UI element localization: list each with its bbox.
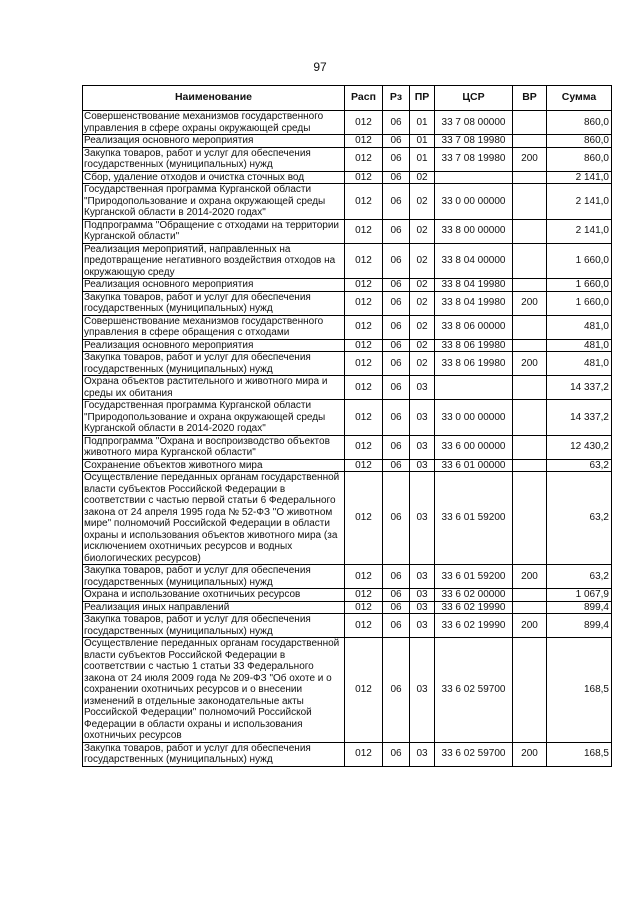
cell-csr: 33 8 04 19980 [435, 279, 513, 292]
cell-vr [513, 601, 547, 614]
table-row [83, 279, 612, 292]
cell-sum: 168,5 [547, 638, 612, 743]
cell-pr: 01 [410, 135, 435, 148]
cell-sum: 168,5 [547, 742, 612, 766]
cell-pr: 03 [410, 565, 435, 589]
cell-rasp: 012 [345, 614, 383, 638]
cell-vr [513, 400, 547, 436]
table-row [83, 435, 612, 459]
cell-name: Реализация основного мероприятия [83, 339, 345, 352]
table-row [83, 601, 612, 614]
header-rz: Рз [383, 86, 410, 111]
cell-sum: 63,2 [547, 459, 612, 472]
header-vr: ВР [513, 86, 547, 111]
cell-rz: 06 [383, 400, 410, 436]
cell-pr: 02 [410, 279, 435, 292]
table-row [83, 315, 612, 339]
cell-csr: 33 8 06 19980 [435, 352, 513, 376]
budget-table [82, 85, 612, 767]
cell-rasp: 012 [345, 279, 383, 292]
cell-csr: 33 8 00 00000 [435, 219, 513, 243]
cell-vr [513, 243, 547, 279]
cell-vr [513, 638, 547, 743]
cell-csr [435, 171, 513, 184]
cell-rz: 06 [383, 135, 410, 148]
cell-csr: 33 0 00 00000 [435, 184, 513, 220]
cell-rz: 06 [383, 111, 410, 135]
cell-rasp: 012 [345, 339, 383, 352]
header-rasp: Расп [345, 86, 383, 111]
cell-sum: 2 141,0 [547, 219, 612, 243]
cell-csr [435, 376, 513, 400]
cell-rz: 06 [383, 279, 410, 292]
cell-csr: 33 6 00 00000 [435, 435, 513, 459]
cell-name: Осуществление переданных органам государственной власти субъектов Российской Федерации в соответствии с частью 1 статьи 33 Федерального закона от 24 июля 2009 года № 209-ФЗ "Об охоте и о сохранении охотничьих ресурсов и о внесении изменений в отдельные законодательные акты Российской Федерации" полномочий Российской Федерации в области охраны и использования охотничьих ресурсов [83, 638, 345, 743]
cell-pr: 03 [410, 472, 435, 565]
cell-vr [513, 459, 547, 472]
cell-csr: 33 7 08 19980 [435, 135, 513, 148]
cell-vr [513, 472, 547, 565]
cell-sum: 1 660,0 [547, 291, 612, 315]
cell-rasp: 012 [345, 219, 383, 243]
cell-rasp: 012 [345, 352, 383, 376]
cell-vr: 200 [513, 565, 547, 589]
cell-pr: 02 [410, 184, 435, 220]
cell-csr: 33 8 06 00000 [435, 315, 513, 339]
cell-vr [513, 589, 547, 602]
cell-rasp: 012 [345, 589, 383, 602]
cell-pr: 03 [410, 638, 435, 743]
table-row [83, 400, 612, 436]
cell-csr: 33 0 00 00000 [435, 400, 513, 436]
cell-rz: 06 [383, 614, 410, 638]
cell-sum: 2 141,0 [547, 171, 612, 184]
cell-rasp: 012 [345, 435, 383, 459]
cell-rasp: 012 [345, 472, 383, 565]
cell-csr: 33 8 04 19980 [435, 291, 513, 315]
cell-pr: 02 [410, 219, 435, 243]
cell-pr: 01 [410, 111, 435, 135]
cell-name: Закупка товаров, работ и услуг для обеспечения государственных (муниципальных) нужд [83, 614, 345, 638]
cell-pr: 03 [410, 435, 435, 459]
cell-name: Сохранение объектов животного мира [83, 459, 345, 472]
cell-pr: 03 [410, 742, 435, 766]
cell-csr: 33 6 02 19990 [435, 601, 513, 614]
cell-rz: 06 [383, 601, 410, 614]
cell-csr: 33 7 08 19980 [435, 147, 513, 171]
cell-name: Реализация иных направлений [83, 601, 345, 614]
cell-sum: 12 430,2 [547, 435, 612, 459]
cell-vr [513, 184, 547, 220]
cell-rz: 06 [383, 565, 410, 589]
cell-csr: 33 6 02 19990 [435, 614, 513, 638]
cell-rasp: 012 [345, 135, 383, 148]
cell-name: Реализация мероприятий, направленных на предотвращение негативного воздействия отходов на окружающую среду [83, 243, 345, 279]
cell-vr: 200 [513, 614, 547, 638]
cell-rasp: 012 [345, 565, 383, 589]
cell-rz: 06 [383, 472, 410, 565]
table-row [83, 135, 612, 148]
cell-vr [513, 111, 547, 135]
cell-vr: 200 [513, 291, 547, 315]
cell-rz: 06 [383, 742, 410, 766]
page-number: 97 [313, 60, 327, 74]
cell-rz: 06 [383, 459, 410, 472]
cell-rasp: 012 [345, 291, 383, 315]
cell-csr: 33 6 01 59200 [435, 565, 513, 589]
cell-csr: 33 6 02 00000 [435, 589, 513, 602]
cell-vr [513, 339, 547, 352]
cell-vr [513, 171, 547, 184]
cell-csr: 33 6 01 00000 [435, 459, 513, 472]
table-header-row [83, 86, 612, 111]
cell-rasp: 012 [345, 184, 383, 220]
table-row [83, 147, 612, 171]
cell-vr: 200 [513, 147, 547, 171]
cell-sum: 481,0 [547, 339, 612, 352]
cell-rasp: 012 [345, 376, 383, 400]
cell-pr: 02 [410, 291, 435, 315]
table-row [83, 171, 612, 184]
header-name: Наименование [83, 86, 345, 111]
cell-csr: 33 6 02 59700 [435, 638, 513, 743]
table-row [83, 565, 612, 589]
cell-rasp: 012 [345, 111, 383, 135]
cell-rz: 06 [383, 291, 410, 315]
cell-sum: 860,0 [547, 111, 612, 135]
cell-pr: 03 [410, 459, 435, 472]
cell-rz: 06 [383, 171, 410, 184]
cell-pr: 01 [410, 147, 435, 171]
cell-name: Совершенствование механизмов государственного управления в сфере охраны окружающей среды [83, 111, 345, 135]
cell-csr: 33 6 02 59700 [435, 742, 513, 766]
table-row [83, 638, 612, 743]
cell-rz: 06 [383, 147, 410, 171]
header-csr: ЦСР [435, 86, 513, 111]
cell-sum: 14 337,2 [547, 376, 612, 400]
cell-pr: 02 [410, 339, 435, 352]
cell-rz: 06 [383, 184, 410, 220]
cell-csr: 33 8 04 00000 [435, 243, 513, 279]
cell-rz: 06 [383, 315, 410, 339]
cell-sum: 899,4 [547, 601, 612, 614]
cell-vr: 200 [513, 742, 547, 766]
cell-pr: 02 [410, 243, 435, 279]
cell-name: Закупка товаров, работ и услуг для обеспечения государственных (муниципальных) нужд [83, 291, 345, 315]
cell-csr: 33 6 01 59200 [435, 472, 513, 565]
table-row [83, 614, 612, 638]
cell-sum: 1 067,9 [547, 589, 612, 602]
cell-rasp: 012 [345, 147, 383, 171]
cell-vr [513, 219, 547, 243]
cell-rz: 06 [383, 589, 410, 602]
cell-rz: 06 [383, 435, 410, 459]
cell-name: Государственная программа Курганской области "Природопользование и охрана окружающей среды Курганской области в 2014-2020 годах" [83, 184, 345, 220]
cell-csr: 33 7 08 00000 [435, 111, 513, 135]
table-row [83, 459, 612, 472]
cell-rasp: 012 [345, 459, 383, 472]
cell-name: Реализация основного мероприятия [83, 135, 345, 148]
cell-name: Реализация основного мероприятия [83, 279, 345, 292]
cell-rasp: 012 [345, 742, 383, 766]
cell-rz: 06 [383, 219, 410, 243]
cell-rz: 06 [383, 339, 410, 352]
table-row [83, 472, 612, 565]
cell-name: Подпрограмма "Обращение с отходами на территории Курганской области" [83, 219, 345, 243]
table-row [83, 352, 612, 376]
header-sum: Сумма [547, 86, 612, 111]
cell-name: Закупка товаров, работ и услуг для обеспечения государственных (муниципальных) нужд [83, 565, 345, 589]
table-row [83, 243, 612, 279]
cell-rasp: 012 [345, 400, 383, 436]
cell-name: Совершенствование механизмов государственного управления в сфере обращения с отходами [83, 315, 345, 339]
cell-vr [513, 315, 547, 339]
table-row [83, 742, 612, 766]
table-row [83, 184, 612, 220]
cell-name: Подпрограмма "Охрана и воспроизводство объектов животного мира Курганской области" [83, 435, 345, 459]
cell-pr: 02 [410, 315, 435, 339]
table-row [83, 339, 612, 352]
cell-rz: 06 [383, 243, 410, 279]
cell-name: Государственная программа Курганской области "Природопользование и охрана окружающей среды Курганской области в 2014-2020 годах" [83, 400, 345, 436]
cell-name: Осуществление переданных органам государственной власти субъектов Российской Федерации в соответствии с частью первой статьи 6 Федерального закона от 24 апреля 1995 года № 52-ФЗ "О животном мире" полномочий Российской Федерации в области охраны и использования объектов животного мира (за исключением охотничьих ресурсов и водных биологических ресурсов) [83, 472, 345, 565]
cell-sum: 14 337,2 [547, 400, 612, 436]
cell-name: Охрана объектов растительного и животного мира и среды их обитания [83, 376, 345, 400]
cell-pr: 02 [410, 352, 435, 376]
cell-vr [513, 376, 547, 400]
table-row [83, 111, 612, 135]
cell-sum: 63,2 [547, 472, 612, 565]
table-row [83, 376, 612, 400]
cell-name: Закупка товаров, работ и услуг для обеспечения государственных (муниципальных) нужд [83, 352, 345, 376]
cell-pr: 02 [410, 171, 435, 184]
cell-sum: 481,0 [547, 352, 612, 376]
cell-pr: 03 [410, 400, 435, 436]
table-row [83, 589, 612, 602]
cell-rasp: 012 [345, 171, 383, 184]
cell-rasp: 012 [345, 638, 383, 743]
cell-sum: 899,4 [547, 614, 612, 638]
cell-pr: 03 [410, 589, 435, 602]
cell-rasp: 012 [345, 601, 383, 614]
cell-rasp: 012 [345, 243, 383, 279]
cell-pr: 03 [410, 376, 435, 400]
cell-name: Охрана и использование охотничьих ресурсов [83, 589, 345, 602]
table-body [83, 111, 612, 767]
cell-vr [513, 135, 547, 148]
cell-sum: 860,0 [547, 147, 612, 171]
table-row [83, 291, 612, 315]
cell-sum: 860,0 [547, 135, 612, 148]
cell-vr: 200 [513, 352, 547, 376]
cell-sum: 1 660,0 [547, 243, 612, 279]
cell-pr: 03 [410, 601, 435, 614]
cell-name: Закупка товаров, работ и услуг для обеспечения государственных (муниципальных) нужд [83, 147, 345, 171]
cell-sum: 1 660,0 [547, 279, 612, 292]
cell-rz: 06 [383, 376, 410, 400]
cell-sum: 481,0 [547, 315, 612, 339]
cell-csr: 33 8 06 19980 [435, 339, 513, 352]
table-row [83, 219, 612, 243]
cell-pr: 03 [410, 614, 435, 638]
header-pr: ПР [410, 86, 435, 111]
cell-name: Закупка товаров, работ и услуг для обеспечения государственных (муниципальных) нужд [83, 742, 345, 766]
cell-rz: 06 [383, 638, 410, 743]
cell-sum: 63,2 [547, 565, 612, 589]
cell-vr [513, 279, 547, 292]
cell-name: Сбор, удаление отходов и очистка сточных вод [83, 171, 345, 184]
cell-sum: 2 141,0 [547, 184, 612, 220]
cell-vr [513, 435, 547, 459]
cell-rasp: 012 [345, 315, 383, 339]
cell-rz: 06 [383, 352, 410, 376]
